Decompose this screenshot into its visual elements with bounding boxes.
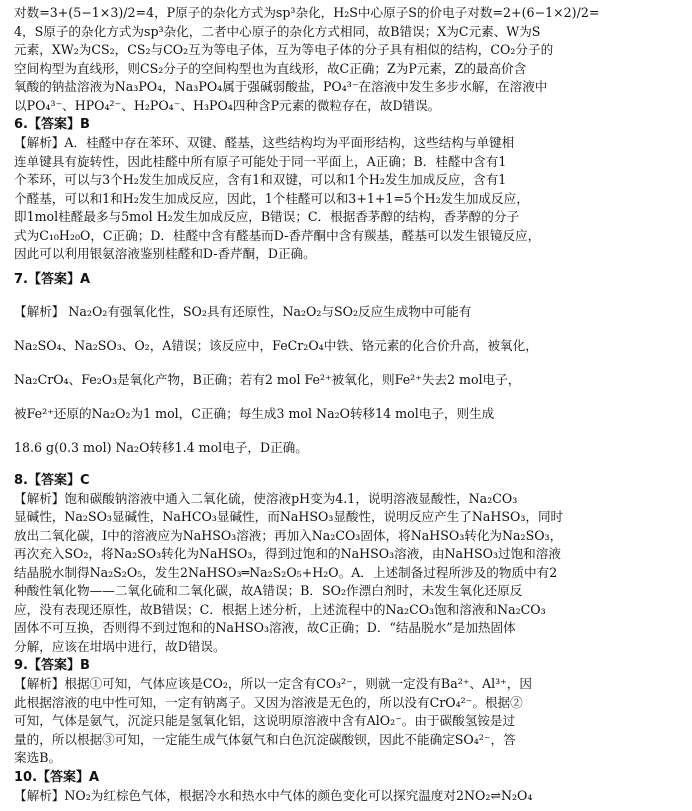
text-line: 即1mol桂醛最多与5mol H₂发生加成反应，B错误；C．根据香茅醇的结构，香茅醇的分子 [14,209,520,224]
text-line: 【解析】 Na₂O₂有强氧化性，SO₂具有还原性，Na₂O₂与SO₂反应生成物中可能有 [14,303,472,319]
text-line: 个苯环，可以与3个H₂发生加成反应，含有1和双键，可以和1个H₂发生加成反应，含有1 [14,172,507,187]
text-line: 固体不可互换，否则得不到过饱和的NaHSO₃溶液，故C正确；D．“结晶脱水”是加热固体 [14,620,516,635]
text-line: 案选B。 [14,750,62,765]
text-line: 被Fe²⁺还原的Na₂O₂为1 mol，C正确；每生成3 mol Na₂O转移14 mol电子，则生成 [14,405,495,421]
text-line: 4，S原子的杂化方式为sp³杂化，二者中心原子的杂化方式相同，故B错误；X为C元素、W为S [14,23,541,39]
text-line: 可知，气体是氨气，沉淀只能是氢氧化铝，这说明原溶液中含有AlO₂⁻。由于碳酸氢铵是过 [14,713,516,728]
text-line: 【解析】饱和碳酸钠溶液中通入二氧化硫，使溶液pH变为4.1，说明溶液显酸性，Na₂CO₃ [14,490,518,506]
text-line: 再次充入SO₂，将Na₂SO₃转化为NaHSO₃，得到过饱和的NaHSO₃溶液，由NaHSO₃过饱和溶液 [14,546,561,561]
answer-heading: 8.【答案】C [14,472,90,488]
section-5-continuation [14,4,682,115]
text-line: 因此可以利用银氨溶液鉴别桂醛和D-香芹酮，D正确。 [14,246,316,261]
answer-heading: 10.【答案】A [14,769,100,785]
text-line: 此根据溶液的电中性可知，一定有钠离子。又因为溶液是无色的，所以没有CrO₄²⁻。根据② [14,694,523,710]
question-9 [14,656,682,768]
text-line: 氧酸的钠盐溶液为Na₃PO₄，Na₃PO₄属于强碱弱酸盐，PO₄³⁻在溶液中发生多步水解，在溶液中 [14,79,548,94]
text-line: 结晶脱水制得Na₂S₂O₅，发生2NaHSO₃═Na₂S₂O₅+H₂O。A．上述制备过程所涉及的物质中有2 [14,564,558,580]
text-line: 【解析】根据①可知，气体应该是CO₂，所以一定含有CO₃²⁻，则就一定没有Ba²⁺、Al³⁺，因 [14,676,532,691]
text-line: 放出二氧化碳，I中的溶液应为NaHSO₃溶液；再加入Na₂CO₃固体，将NaHSO₃转化为Na₂SO₃， [14,527,563,543]
document-page [14,4,682,805]
text-line: Na₂CrO₄、Fe₂O₃是氧化产物，B正确；若有2 mol Fe²⁺被氧化，则Fe²⁺失去2 mol电子， [14,371,521,387]
text-line: 【解析】A．桂醛中存在苯环、双键、醛基，这些结构均为平面形结构，这些结构与单键相 [14,135,515,150]
text-line: 种酸性氧化物——二氧化硫和二氧化碳，故A错误；B．SO₂作漂白剂时，未发生氧化还原反 [14,583,523,598]
text-line: 以PO₄³⁻、HPO₄²⁻、H₂PO₄⁻、H₃PO₄四种含P元素的微粒存在，故D错误。 [14,97,441,113]
text-line: Na₂SO₄、Na₂SO₃、O₂，A错误；该反应中，FeCr₂O₄中铁、铬元素的化合价升高，被氧化， [14,337,538,353]
text-line: 式为C₁₀H₂₀O，C正确；D．桂醛中含有醛基而D-香芹酮中含有羰基，醛基可以发生银镜反应， [14,227,541,243]
text-line: 分解，应该在坩埚中进行，故D错误。 [14,638,226,654]
text-line: 量的，所以根据③可知，一定能生成气体氨气和白色沉淀碳酸钡，因此不能确定SO₄²⁻，答 [14,731,516,747]
text-line: 显碱性，Na₂SO₃显碱性，NaHCO₃显碱性，而NaHSO₃显酸性，说明反应产生了NaHSO₃，同时 [14,509,564,524]
text-line: 个醛基，可以和1和H₂发生加成反应，因此，1个桂醛可以和3+1+1=5个H₂发生加成反应， [14,190,529,206]
question-10 [14,768,682,806]
text-line: 【解析】NO₂为红棕色气体，根据冷水和热水中气体的颜色变化可以探究温度对2NO₂⇌N₂O₄ [14,787,533,803]
answer-heading: 6.【答案】B [14,117,90,132]
question-6 [14,115,682,264]
text-line: 18.6 g(0.3 mol) Na₂O转移1.4 mol电子，D正确。 [14,439,308,455]
question-8 [14,471,682,657]
text-line: 应，没有表现还原性，故B错误；C．根据上述分析，上述流程中的Na₂CO₃饱和溶液和Na₂CO₃ [14,601,546,617]
text-line: 连单键具有旋转性，因此桂醛中所有原子可能处于同一平面上，A正确；B．桂醛中含有1 [14,153,507,169]
text-line: 元素，XW₂为CS₂，CS₂与CO₂互为等电子体，互为等电子体的分子具有相似的结构，CO₂分子的 [14,42,554,57]
text-line: 空间构型为直线形，则CS₂分子的空间构型也为直线形，故C正确；Z为P元素，Z的最高价含 [14,60,527,76]
answer-heading: 7.【答案】A [14,271,91,287]
question-7 [14,270,682,465]
text-line: 对数=3+(5−1×3)/2=4，P原子的杂化方式为sp³杂化，H₂S中心原子S的价电子对数=2+(6−1×2)/2= [14,5,600,20]
answer-heading: 9.【答案】B [14,658,90,673]
